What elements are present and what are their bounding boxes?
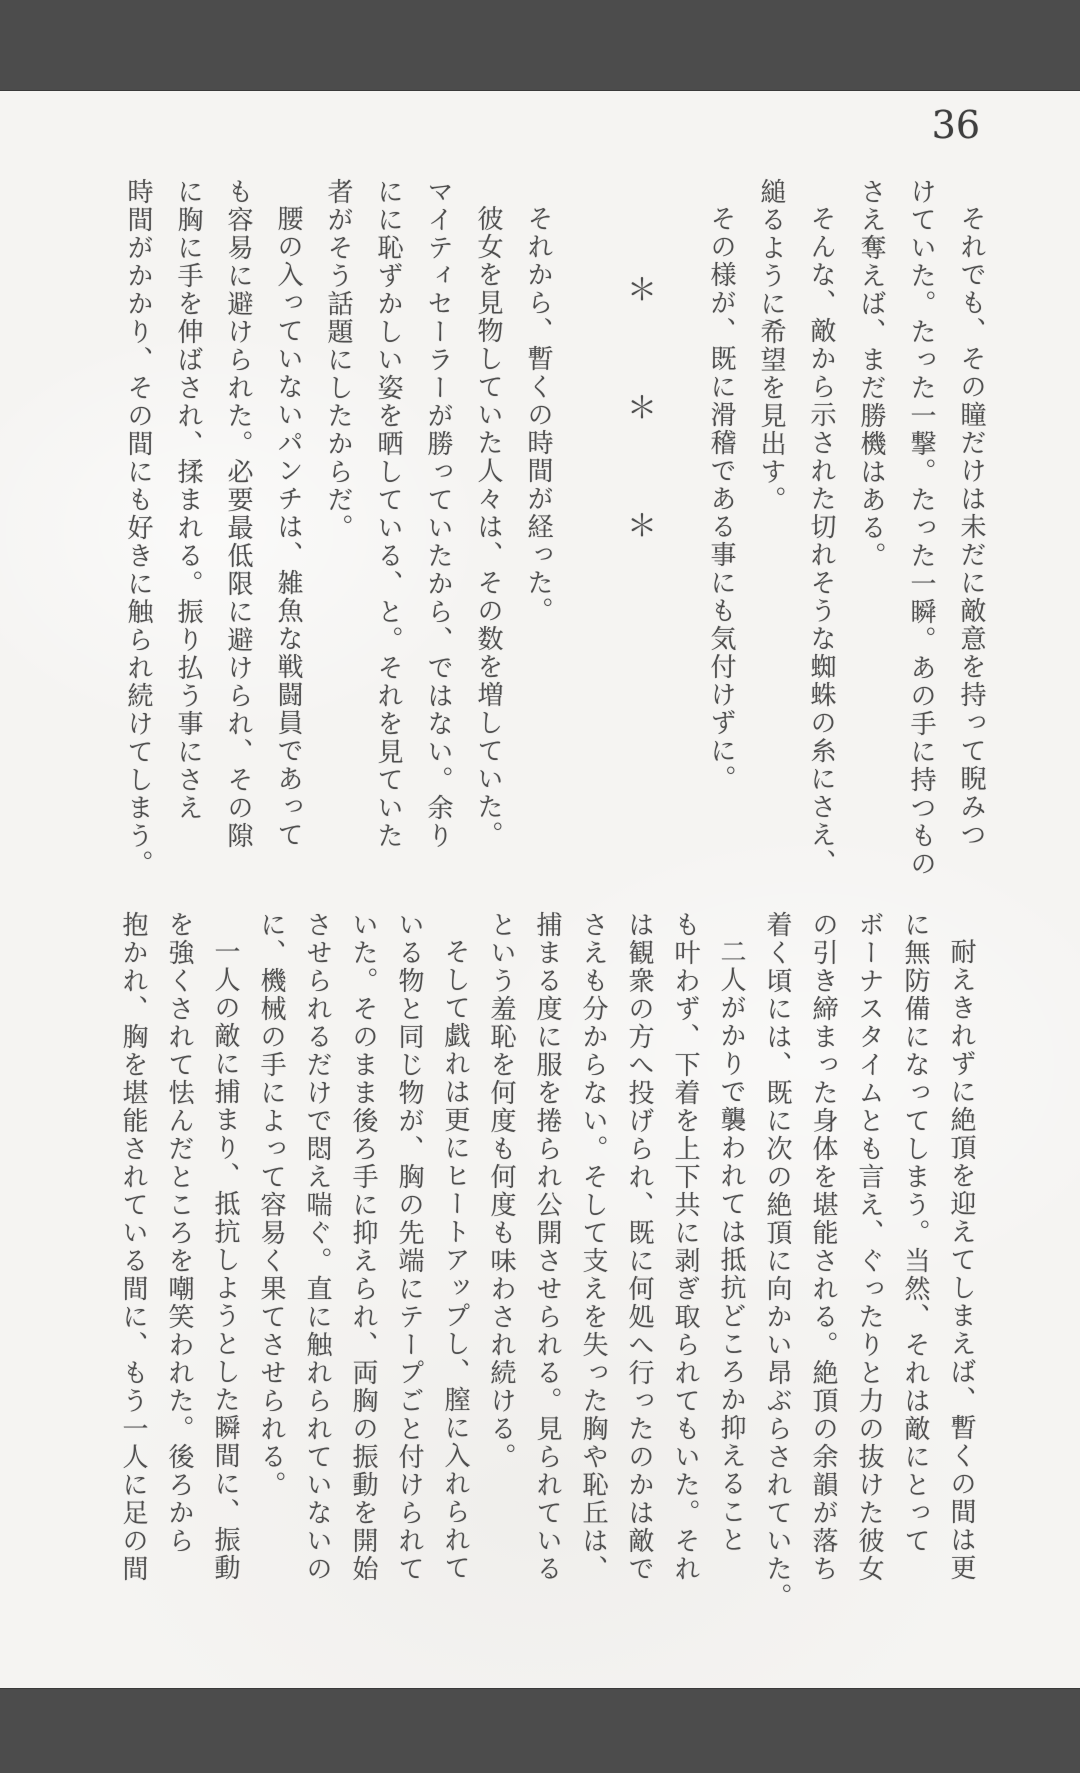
text-column: いる物と同じ物が、胸の先端にテープごと付けられて <box>394 911 424 1583</box>
text-block-bottom <box>100 911 974 1616</box>
text-column: 耐えきれずに絶頂を迎えてしまえば、暫くの間は更 <box>946 938 976 1582</box>
text-column: そして戯れは更にヒートアップし、膣に入れられて <box>440 938 470 1582</box>
text-column: ボーナスタイムとも言え、ぐったりと力の抜けた彼女 <box>854 911 884 1583</box>
text-column: そんな、敵から示された切れそうな蜘蛛の糸にさえ、 <box>806 205 836 877</box>
text-column: 者がそう話題にしたからだ。 <box>323 178 353 542</box>
page-number: 36 <box>931 103 980 147</box>
text-column: 捕まる度に服を捲られ公開させられる。見られている <box>532 911 562 1583</box>
text-column: に無防備になってしまう。当然、それは敵にとって <box>900 911 930 1555</box>
text-column: にに恥ずかしい姿を晒している、と。それを見ていた <box>373 178 403 850</box>
text-column: 一人の敵に捕まり、抵抗しようとした瞬間に、振動 <box>210 938 240 1582</box>
text-column: その様が、既に滑稽である事にも気付けずに。 <box>706 205 736 793</box>
letterbox-bar-top <box>0 0 1080 91</box>
text-column: は観衆の方へ投げられ、既に何処へ行ったのかは敵で <box>624 911 654 1583</box>
text-column: 腰の入っていないパンチは、雑魚な戦闘員であって <box>273 205 303 849</box>
asterisk-icon: ＊ <box>621 392 656 424</box>
text-column: 抱かれ、胸を堪能されている間に、もう一人に足の間 <box>118 911 148 1583</box>
text-column: さえも分からない。そして支えを失った胸や恥丘は、 <box>578 911 608 1583</box>
text-column: に胸に手を伸ばされ、揉まれる。振り払う事にさえ <box>173 178 203 822</box>
text-column: マイティセーラーが勝っていたから、ではない。余り <box>423 178 453 850</box>
text-column: を強くされて怯んだところを嘲笑われた。後ろから <box>164 911 194 1555</box>
text-column: それから、暫くの時間が経った。 <box>523 205 553 625</box>
text-column: 彼女を見物していた人々は、その数を増していた。 <box>473 205 503 849</box>
text-column: それでも、その瞳だけは未だに敵意を持って睨みつ <box>956 205 986 849</box>
text-column: 縋るように希望を見出す。 <box>756 178 786 514</box>
text-column: さえ奪えば、まだ勝機はある。 <box>856 178 886 570</box>
text-column: 時間がかかり、その間にも好きに触られ続けてしまう。 <box>123 178 153 878</box>
section-separator <box>621 178 656 878</box>
text-column: も容易に避けられた。必要最低限に避けられ、その隙 <box>223 178 253 850</box>
text-column: の引き締まった身体を堪能される。絶頂の余韻が落ち <box>808 911 838 1583</box>
asterisk-icon: ＊ <box>621 274 656 306</box>
asterisk-icon: ＊ <box>621 510 656 542</box>
text-block-top <box>101 178 984 878</box>
text-column: という羞恥を何度も何度も味わされ続ける。 <box>486 911 516 1471</box>
text-column: 二人がかりで襲われては抵抗どころか抑えること <box>716 938 746 1554</box>
text-column: に、機械の手によって容易く果てさせられる。 <box>256 911 286 1499</box>
letterbox-bar-bottom <box>0 1688 1080 1773</box>
text-column: いた。そのまま後ろ手に抑えられ、両胸の振動を開始 <box>348 911 378 1583</box>
text-column: も叶わず、下着を上下共に剥ぎ取られてもいた。それ <box>670 911 700 1583</box>
text-column: 着く頃には、既に次の絶頂に向かい昂ぶらされていた。 <box>762 911 792 1611</box>
text-column: けていた。たった一撃。たった一瞬。あの手に持つもの <box>906 178 936 878</box>
text-column: させられるだけで悶え喘ぐ。直に触れられていないの <box>302 911 332 1583</box>
